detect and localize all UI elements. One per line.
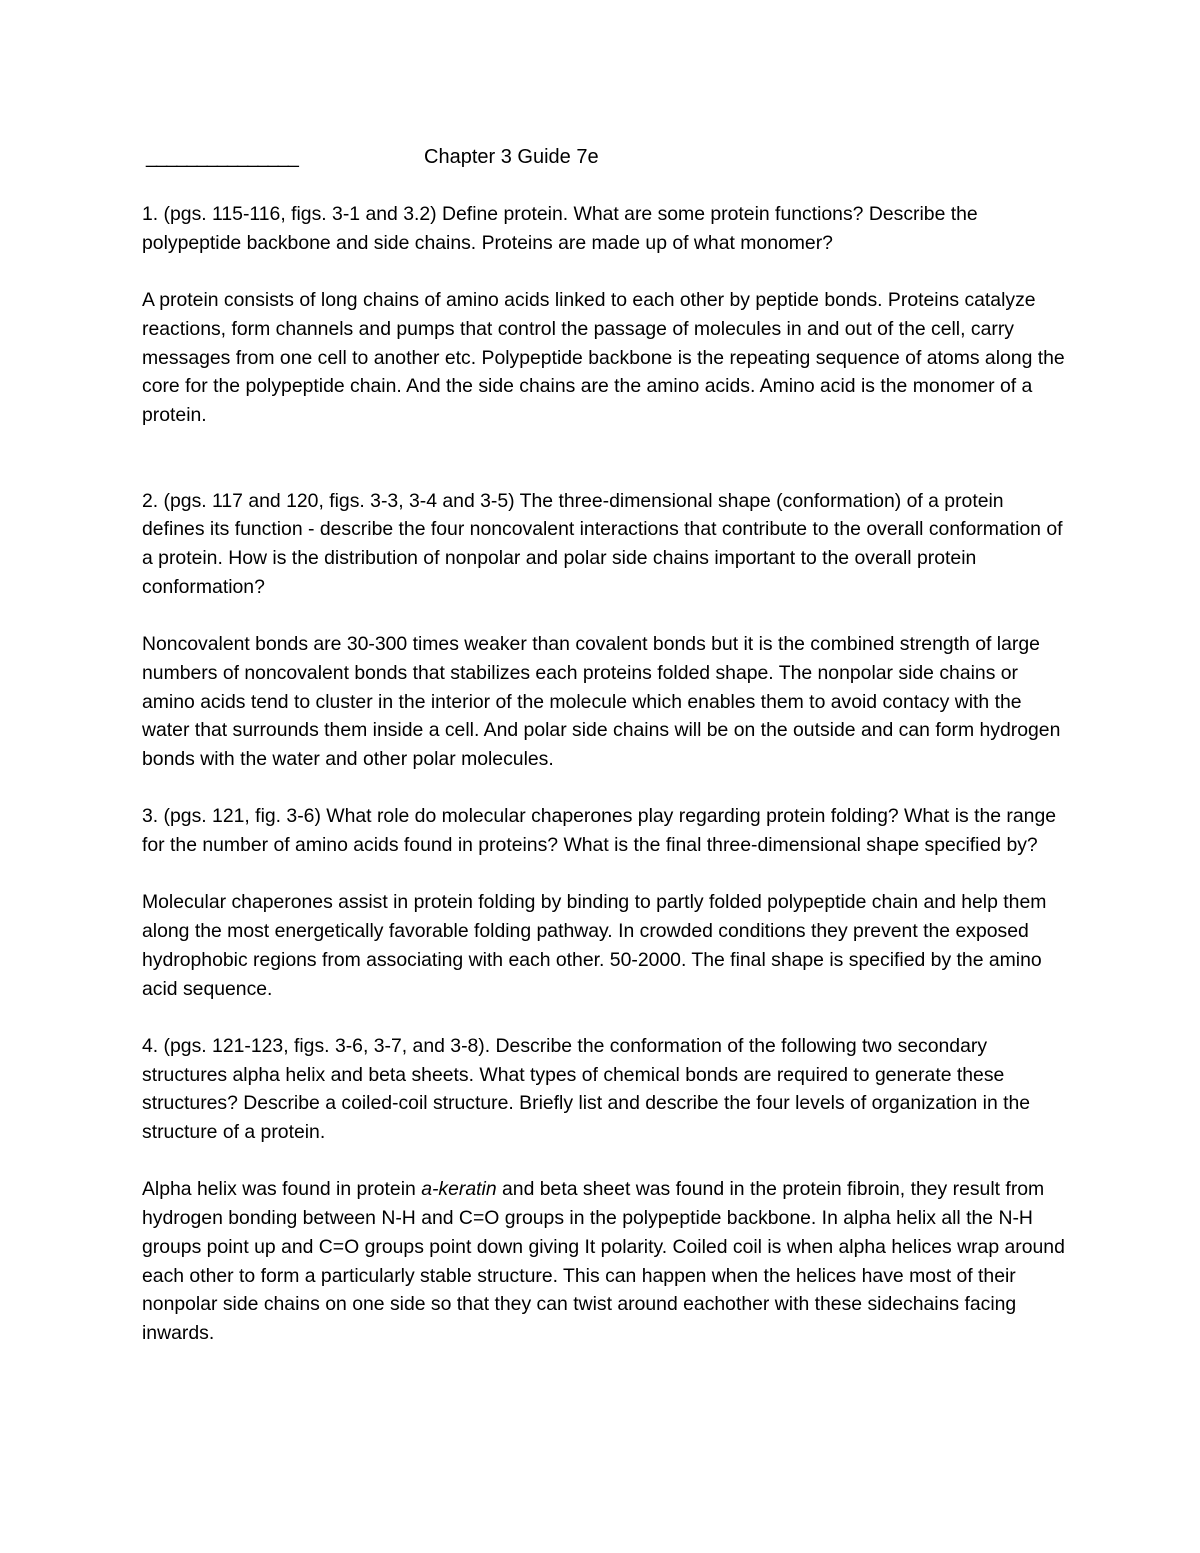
answer-4-text-start: Alpha helix was found in protein [142, 1178, 422, 1201]
answer-4 [142, 1175, 1067, 1347]
page-header [146, 143, 1066, 173]
question-2: 2. (pgs. 117 and 120, figs. 3-3, 3-4 and 3-5) The three-dimensional shape (conformation) of a protein defines its function - describe the four noncovalent interactions that contribute to the overall conformation of a protein. How is the distribution of nonpolar and polar side chains important to the overall protein conformation? [142, 489, 1063, 598]
answer-2: Noncovalent bonds are 30-300 times weaker than covalent bonds but it is the combined strength of large numbers of noncovalent bonds that stabilizes each proteins folded shape. The nonpolar side chains or amino acids tend to cluster in the interior of the molecule which enables them to avoid contacy with the water that surrounds them inside a cell. And polar side chains will be on the outside and can form hydrogen bonds with the water and other polar molecules. [142, 633, 1061, 770]
answer-3: Molecular chaperones assist in protein folding by binding to partly folded polypeptide chain and help them along the most energetically favorable folding pathway. In crowded conditions they prevent the exposed hydrophobic regions from associating with each other. 50-2000. The final shape is specified by the amino acid sequence. [142, 891, 1047, 1000]
document-title: Chapter 3 Guide 7e [424, 146, 599, 168]
answer-4-text-end: and beta sheet was found in the protein fibroin, they result from hydrogen bonding between N-H and C=O groups in the polypeptide backbone. In alpha helix all the N-H groups point up and C=O groups point down giving It polarity. Coiled coil is when alpha helices wrap around each other to form a particularly stable structure. This can happen when the helices have most of their nonpolar side chains on one side so that they can twist around eachother with these sidechains facing inwards. [142, 1178, 1065, 1344]
question-3: 3. (pgs. 121, fig. 3-6) What role do molecular chaperones play regarding protein folding? What is the range for the number of amino acids found in proteins? What is the final three-dimensional shape specified by? [142, 805, 1057, 857]
answer-1: A protein consists of long chains of amino acids linked to each other by peptide bonds. Proteins catalyze reactions, form channels and pumps that control the passage of molecules in and out of the cell, carry messages from one cell to another etc. Polypeptide backbone is the repeating sequence of atoms along the core for the polypeptide chain. And the side chains are the amino acids. Amino acid is the monomer of a protein. [142, 289, 1065, 426]
question-4: 4. (pgs. 121-123, figs. 3-6, 3-7, and 3-8). Describe the conformation of the following two secondary structures alpha helix and beta sheets. What types of chemical bonds are required to generate these structures? Describe a coiled-coil structure. Briefly list and describe the four levels of organization in the structure of a protein. [142, 1034, 1031, 1144]
name-blank-line: _______________ [146, 146, 298, 168]
document-body [142, 200, 1067, 1376]
answer-4-italic-term: a-keratin [421, 1178, 497, 1201]
question-1: 1. (pgs. 115-116, figs. 3-1 and 3.2) Define protein. What are some protein functions? Describe the polypeptide backbone and side chains. Proteins are made up of what monomer? [142, 203, 978, 254]
